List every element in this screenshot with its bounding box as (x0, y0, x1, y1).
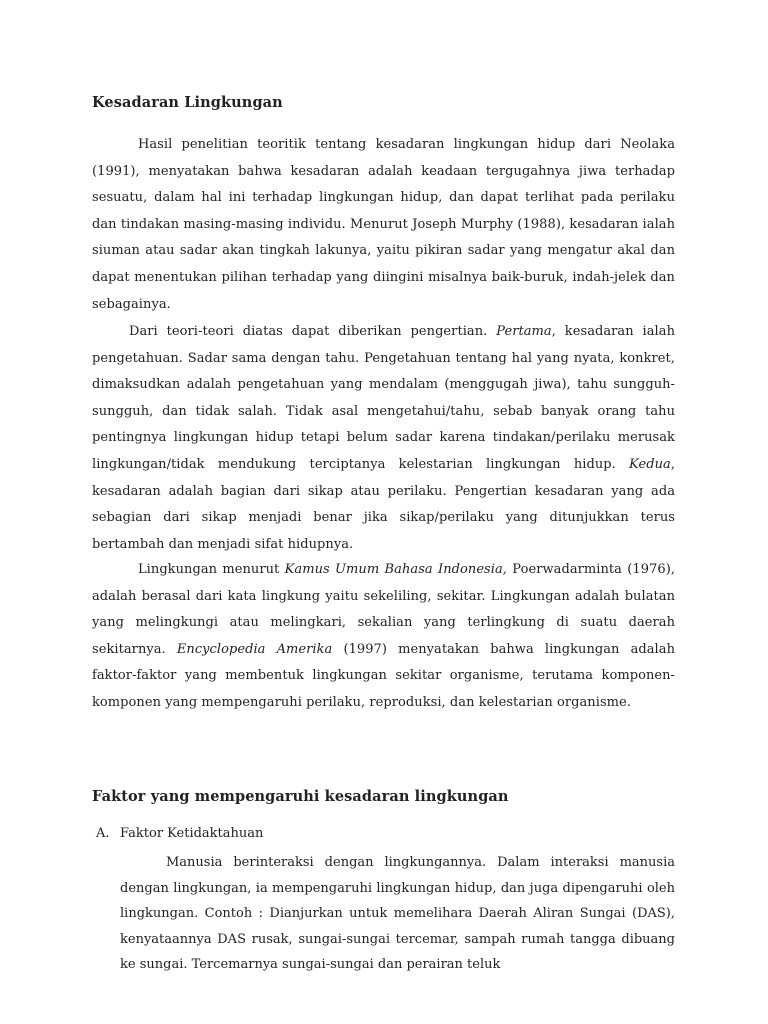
paragraph-text: (1997) menyatakan bahwa lingkungan adalah faktor-faktor yang membentuk lingkungan sekitar organisme, terutama komponen-komponen yang mempengaruhi perilaku, reproduksi, dan kelestarian organisme. (92, 641, 675, 710)
paragraph-ketidaktahuan: Manusia berinteraksi dengan lingkungannya. Dalam interaksi manusia dengan lingkungan, ia mempengaruhi lingkungan hidup, dan juga dipengaruhi oleh lingkungan. Contoh : Dianjurkan untuk memelihara Daerah Aliran Sungai (DAS), kenyataannya DAS rusak, sungai-sungai tercemar, sampah rumah tangga dibuang ke sungai. Tercemarnya sungai-sungai dan perairan teluk (120, 855, 675, 973)
paragraph-text: , kesadaran ialah pengetahuan. Sadar sama dengan tahu. Pengetahuan tentang hal yang nyata, konkret, dimaksudkan adalah pengetahuan yang mendalam (menggugah jiwa), tahu sungguh-sungguh, dan tidak salah. Tidak asal mengetahui/tahu, sebab banyak orang tahu pentingnya lingkungan hidup tetapi belum sadar karena tindakan/perilaku merusak lingkungan/tidak mendukung terciptanya kelestarian lingkungan hidup. (92, 324, 675, 472)
list-marker: A. (96, 826, 110, 841)
paragraph-text: Poerwadarminta (1976), adalah berasal dari kata lingkung yaitu sekeliling, sekitar. Lingkungan adalah bulatan yang melingkungi atau melingkari, sekalian yang terlingkung di suatu daerah sekitarnya. (92, 562, 675, 657)
italic-term-pertama: Pertama (496, 324, 552, 339)
paragraph-pengertian (92, 319, 675, 558)
italic-term-kedua: Kedua (629, 456, 671, 472)
italic-title-kamus: Kamus Umum Bahasa Indonesia, (284, 562, 507, 577)
paragraph-text: , kesadaran adalah bagian dari sikap atau perilaku. Pengertian kesadaran yang ada sebagian dari sikap menjadi benar jika sikap/perilaku yang ditunjukkan terus bertambah dan menjadi sifat hidupnya. (92, 456, 675, 552)
paragraph-kesadaran-definition: Hasil penelitian teoritik tentang kesadaran lingkungan hidup dari Neolaka (1991), menyatakan bahwa kesadaran adalah keadaan tergugahnya jiwa terhadap sesuatu, dalam hal ini terhadap lingkungan hidup, dan dapat terlihat pada perilaku dan tindakan masing-masing individu. Menurut Joseph Murphy (1988), kesadaran ialah siuman atau sadar akan tingkah lakunya, yaitu pikiran sadar yang mengatur akal dan dapat menentukan pilihan terhadap yang diingini misalnya baik-buruk, indah-jelek dan sebagainya. (92, 137, 675, 312)
list-item-label: Faktor Ketidaktahuan (120, 826, 264, 841)
list-item-a (96, 826, 263, 841)
italic-title-encyclopedia: Encyclopedia Amerika (176, 641, 333, 657)
section-heading-kesadaran-lingkungan: Kesadaran Lingkungan (92, 94, 283, 111)
paragraph-text: Lingkungan menurut (138, 562, 285, 577)
section-heading-faktor: Faktor yang mempengaruhi kesadaran lingkungan (92, 788, 509, 805)
paragraph-text: Dari teori-teori diatas dapat diberikan pengertian. (129, 324, 497, 339)
paragraph-lingkungan-definition (92, 557, 675, 717)
